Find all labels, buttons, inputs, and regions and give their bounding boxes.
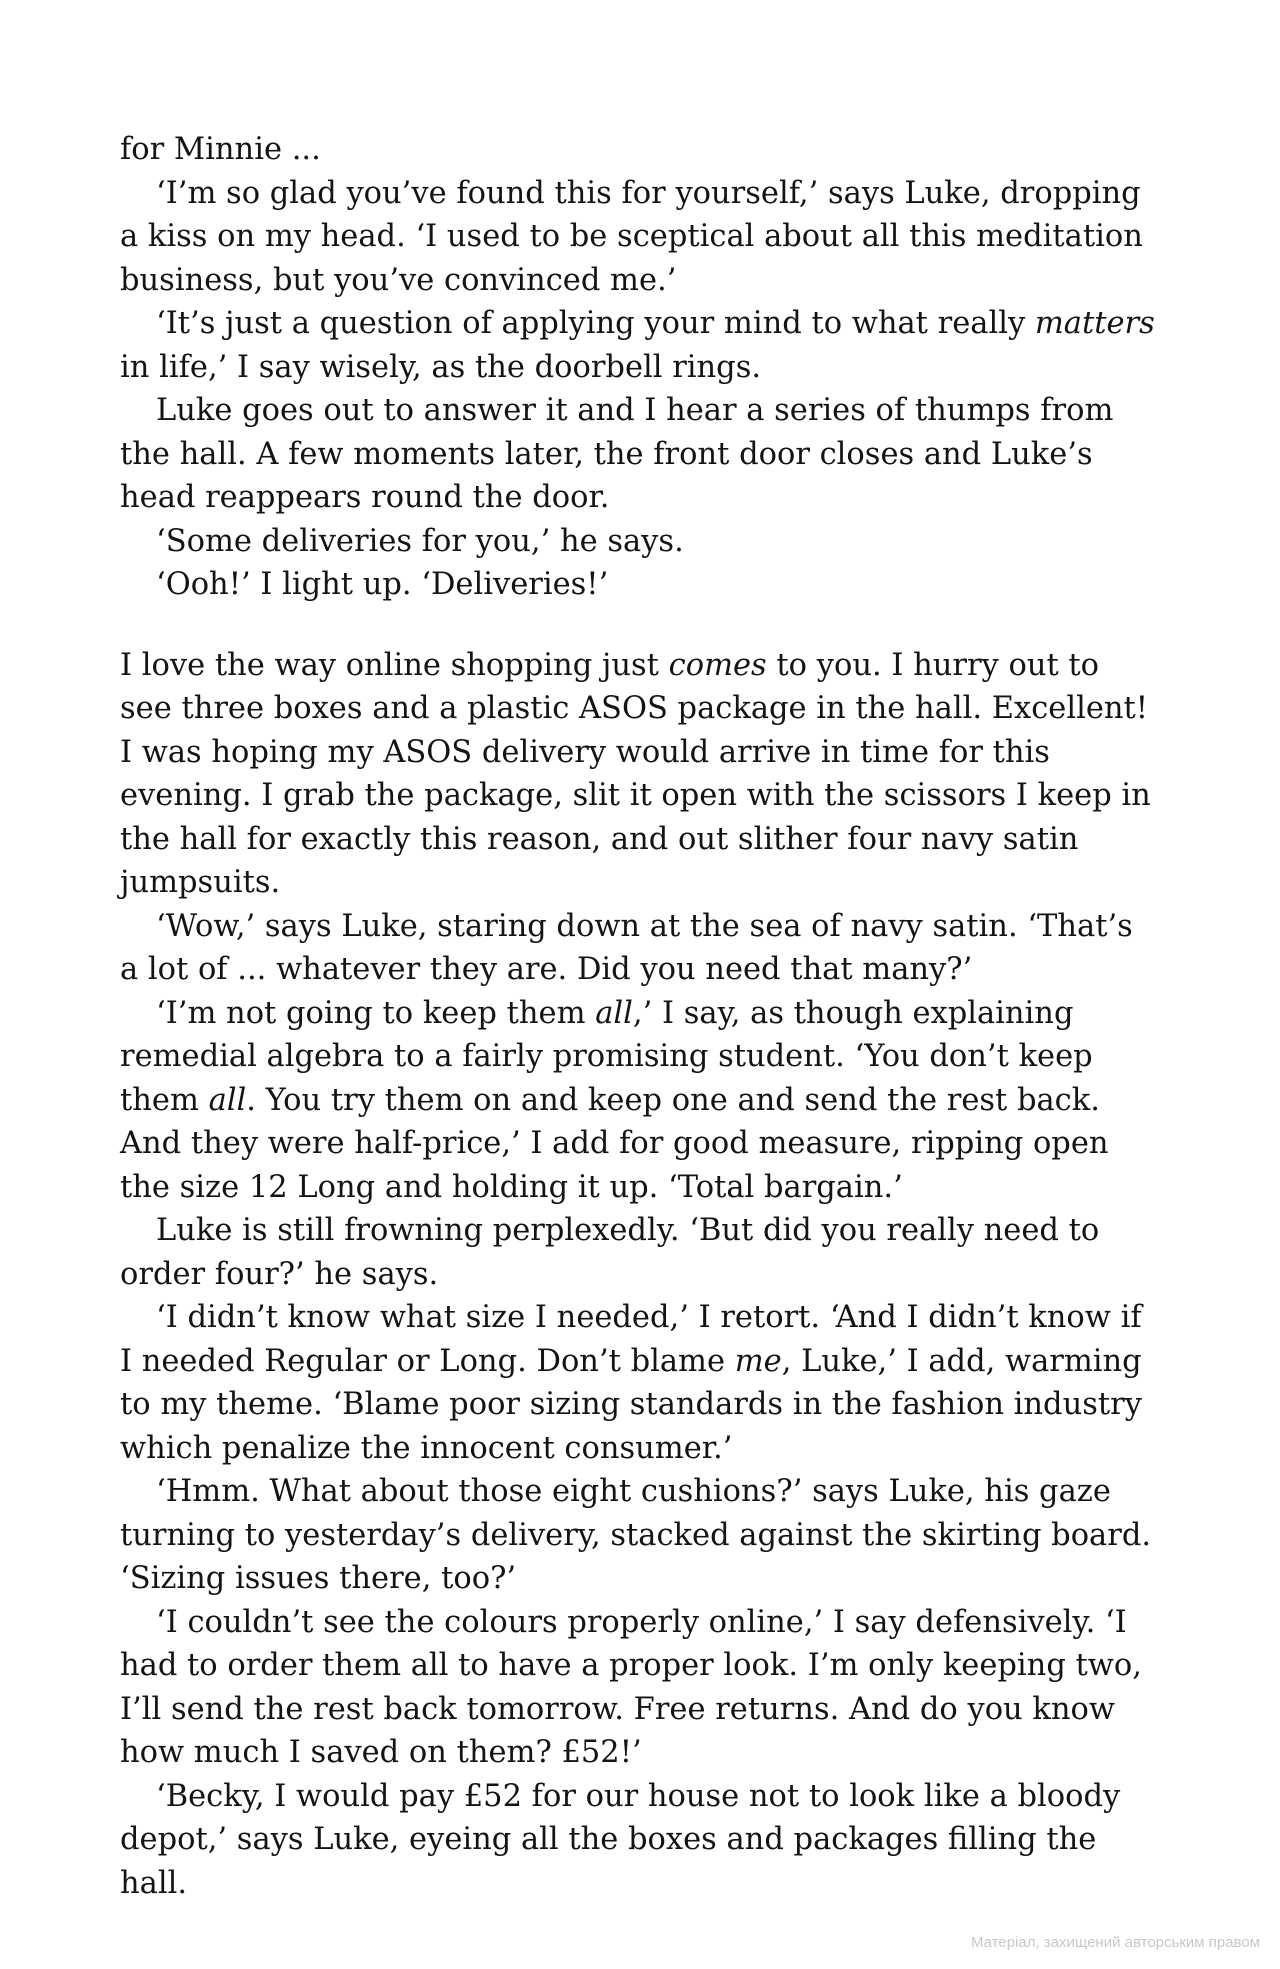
paragraph bbox=[120, 905, 1160, 992]
paragraph bbox=[120, 128, 1160, 172]
text-run: Luke is still frowning perplexedly. ‘But did you really need to order four?’ he says. bbox=[120, 1213, 1100, 1292]
text-run: ‘I’m not going to keep them bbox=[156, 995, 596, 1031]
text-run: ‘Wow,’ says Luke, staring down at the sea of navy satin. ‘That’s a lot of ... whatever they are. Did you need that many?’ bbox=[120, 908, 1133, 987]
text-run: ‘I didn’t know what size I needed,’ I retort. ‘And I didn’t know if I needed Regular or Long. Don’t blame bbox=[120, 1300, 1142, 1379]
text-section-1 bbox=[120, 128, 1160, 607]
paragraph bbox=[120, 1209, 1160, 1296]
copyright-watermark: Матеріал, захищений авторським правом bbox=[970, 1934, 1260, 1951]
section-break bbox=[120, 607, 1160, 644]
italic-text: me bbox=[734, 1343, 782, 1379]
text-run: ‘I couldn’t see the colours properly online,’ I say defensively. ‘I had to order them all to have a proper look. I’m only keeping two, I’ll send the rest back tomorrow. Free returns. And do you know how much I saved on them? £52!’ bbox=[120, 1604, 1142, 1770]
paragraph bbox=[120, 389, 1160, 520]
text-section-2 bbox=[120, 644, 1160, 1906]
paragraph bbox=[120, 992, 1160, 1210]
text-run: ‘Ooh!’ I light up. ‘Deliveries!’ bbox=[156, 567, 609, 602]
text-run: to you. I hurry out to see three boxes and a plastic ASOS package in the hall. Excellent! I was hoping my ASOS delivery would arrive in time for this evening. I grab the package, slit it open with the scissors I keep in the hall for exactly this reason, and out slither four navy satin jumpsuits. bbox=[120, 647, 1151, 900]
italic-text: matters bbox=[1034, 306, 1155, 341]
text-run: Luke goes out to answer it and I hear a series of thumps from the hall. A few moments later, the front door closes and Luke’s head reappears round the door. bbox=[120, 393, 1114, 515]
paragraph bbox=[120, 1296, 1160, 1470]
paragraph bbox=[120, 1775, 1160, 1906]
paragraph bbox=[120, 644, 1160, 905]
text-run: . You try them on and keep one and send the rest back. And they were half-price,’ I add for good measure, ripping open the size 12 Long and holding it up. ‘Total bargain.’ bbox=[120, 1082, 1109, 1205]
text-run: I love the way online shopping just bbox=[120, 647, 669, 683]
italic-text: all bbox=[595, 995, 633, 1031]
text-run: ‘Becky, I would pay £52 for our house not to look like a bloody depot,’ says Luke, eyeing all the boxes and packages filling the hall. bbox=[120, 1778, 1121, 1901]
paragraph bbox=[120, 1601, 1160, 1775]
text-run: ‘Some deliveries for you,’ he says. bbox=[156, 523, 684, 559]
text-run: ‘I’m so glad you’ve found this for yourself,’ says Luke, dropping a kiss on my head. ‘I used to be sceptical about all this meditation business, but you’ve convinced me.’ bbox=[120, 175, 1143, 298]
paragraph bbox=[120, 520, 1160, 564]
text-run: , Luke,’ I add, warming to my theme. ‘Blame poor sizing standards in the fashion industry which penalize the innocent consumer.’ bbox=[120, 1343, 1142, 1466]
text-run: in life,’ I say wisely, as the doorbell rings. bbox=[120, 349, 762, 385]
text-run: for Minnie ... bbox=[120, 132, 321, 167]
italic-text: all bbox=[208, 1082, 247, 1118]
paragraph bbox=[120, 302, 1160, 389]
text-run: ‘It’s just a question of applying your mind to what really bbox=[156, 306, 1035, 341]
text-run: ‘Hmm. What about those eight cushions?’ says Luke, his gaze turning to yesterday’s delivery, stacked against the skirting board. ‘Sizing issues there, too?’ bbox=[120, 1474, 1152, 1596]
paragraph bbox=[120, 172, 1160, 303]
book-page bbox=[120, 128, 1160, 1905]
paragraph bbox=[120, 1470, 1160, 1601]
italic-text: comes bbox=[668, 647, 767, 683]
text-run: ,’ I say, as though explaining remedial algebra to a fairly promising student. ‘You don’t keep them bbox=[120, 995, 1093, 1118]
paragraph bbox=[120, 563, 1160, 607]
